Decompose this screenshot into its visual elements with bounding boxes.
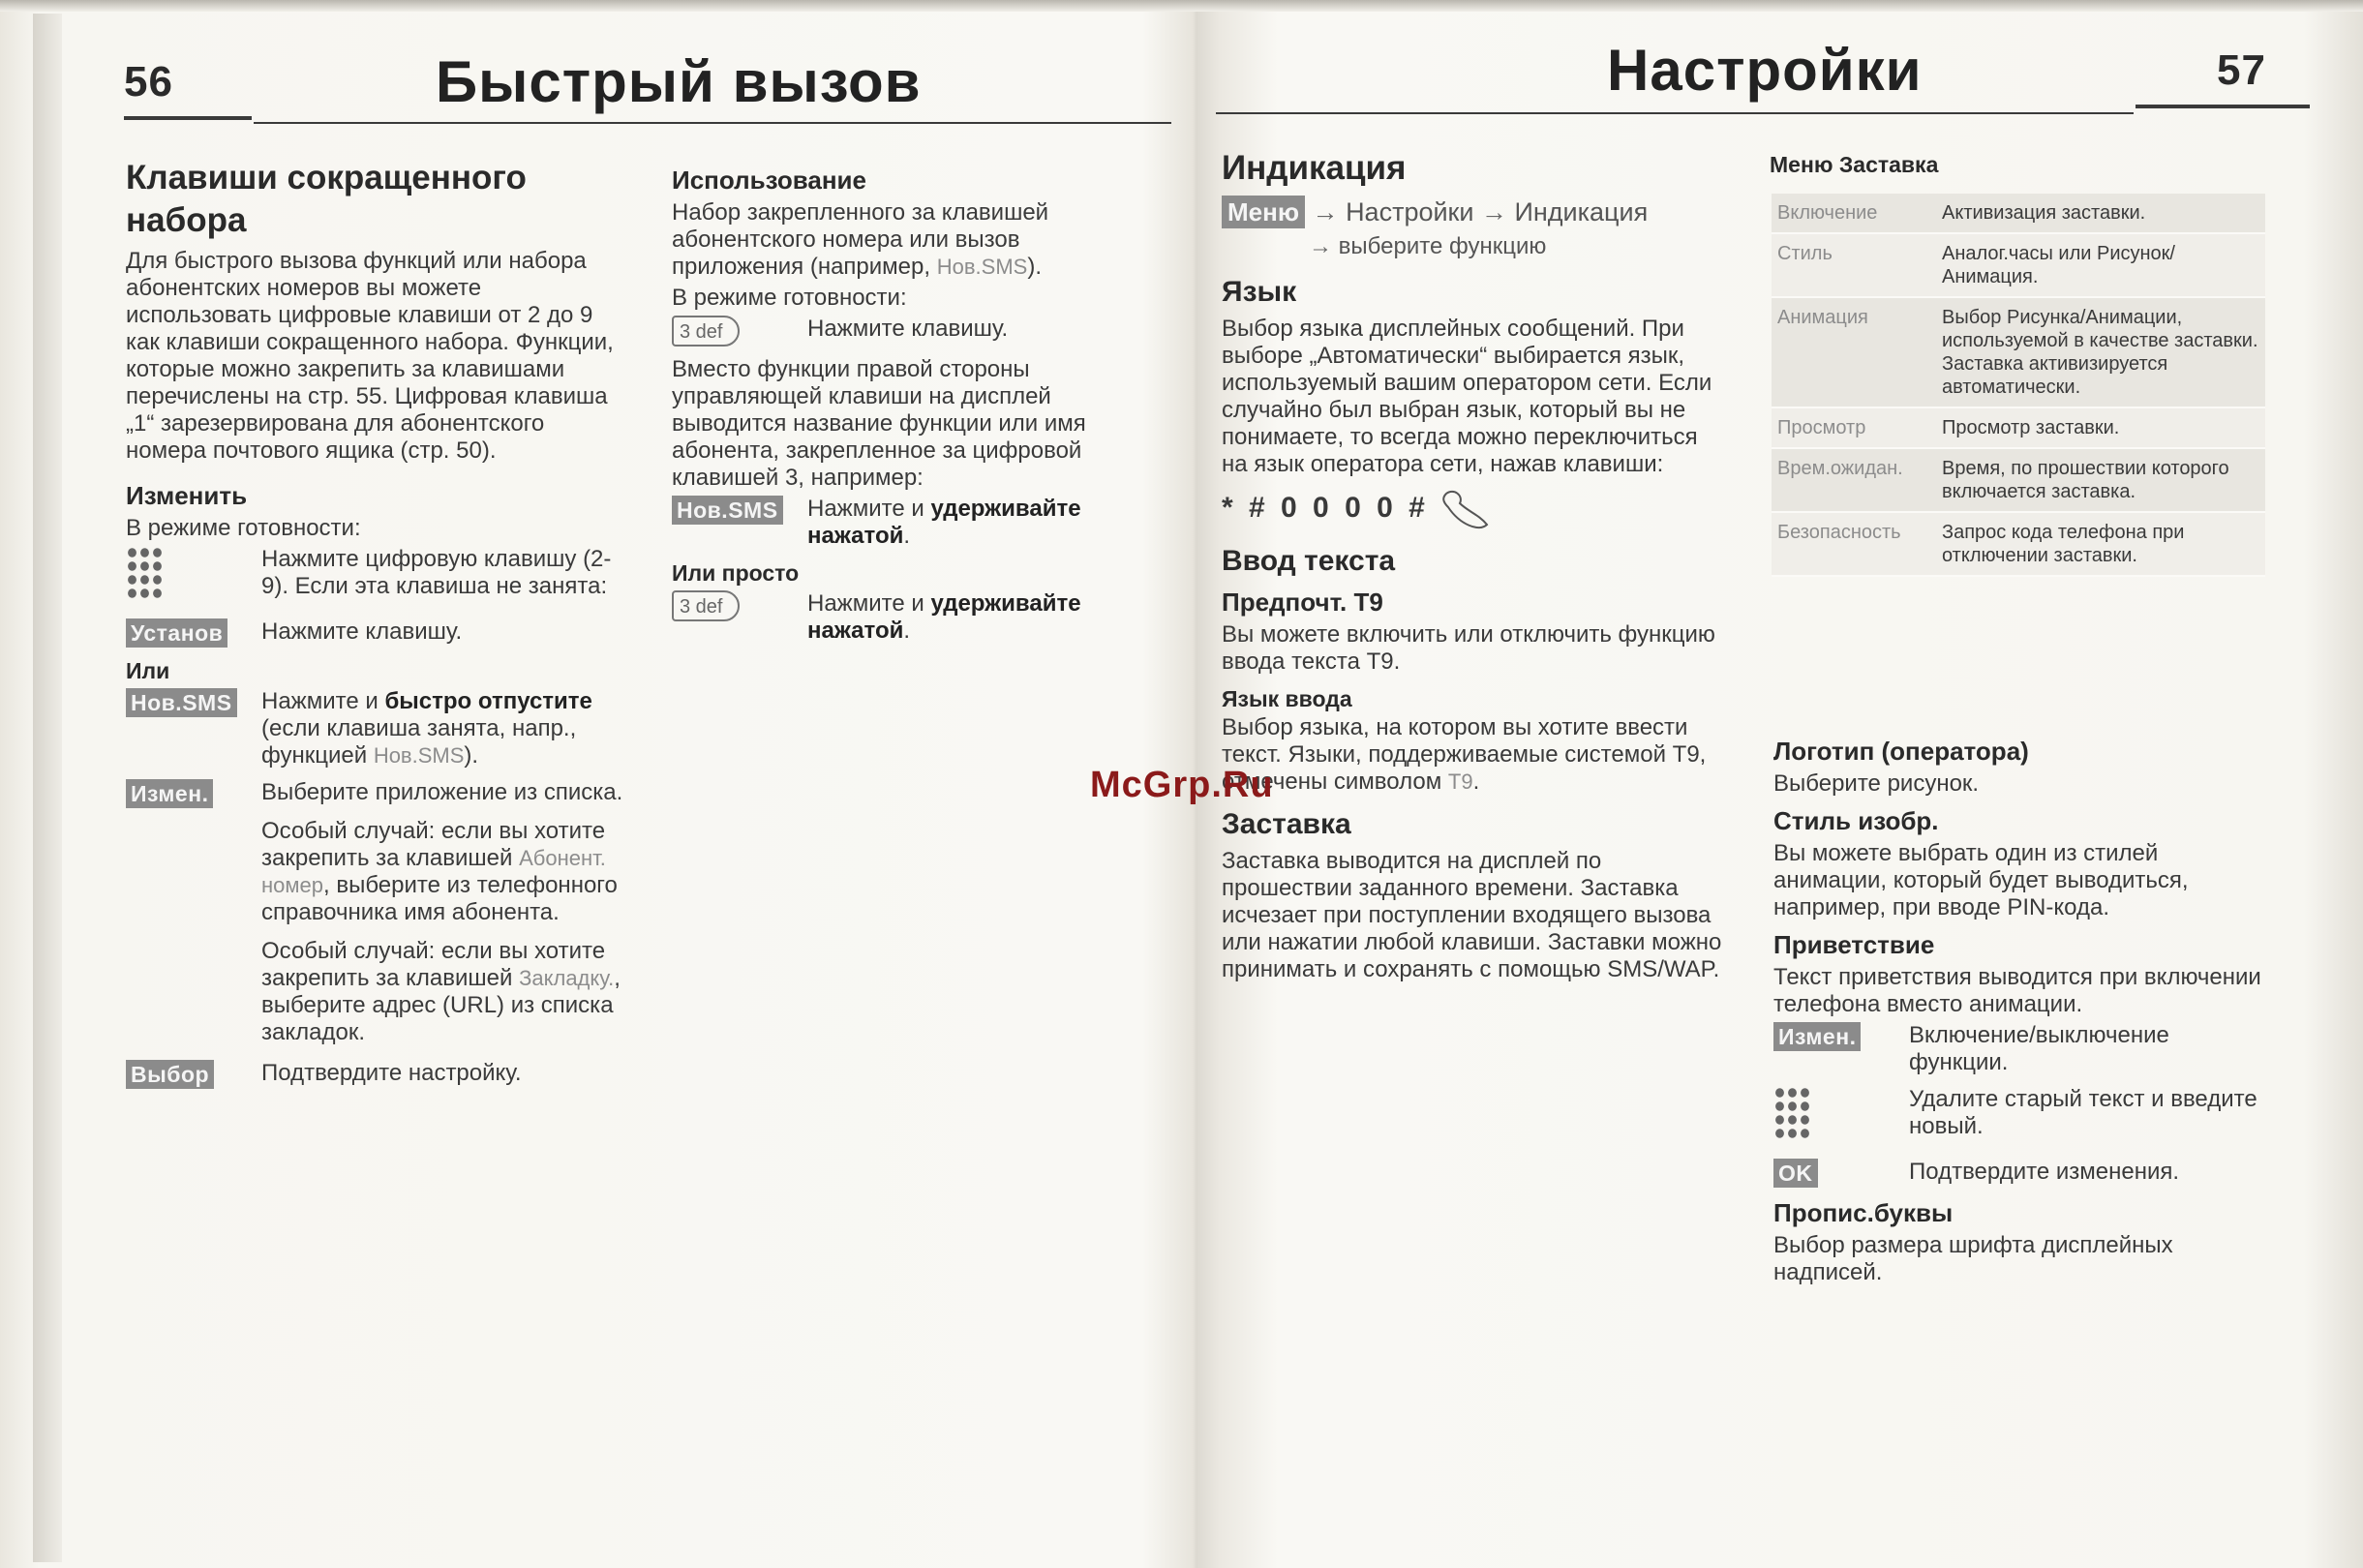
table-row xyxy=(1772,234,2265,298)
path-indication: Индикация xyxy=(1514,197,1649,226)
keypad-icon xyxy=(126,546,165,602)
key-3-icon[interactable]: 3 def xyxy=(672,316,740,347)
menu-value: Активизация заставки. xyxy=(1942,202,2146,224)
menu-key: Стиль xyxy=(1777,243,1833,264)
right-col-2-bottom xyxy=(1773,728,2267,1290)
standby-text: В режиме готовности: xyxy=(126,515,361,541)
special2-a: Особый случай: если вы хотите закрепить за клавишей xyxy=(261,938,606,991)
usage-standby: В режиме готовности: xyxy=(672,285,907,311)
table-row xyxy=(1772,194,2265,234)
screensaver-heading: Заставка xyxy=(1222,808,1351,840)
menu-value: Аналог.часы или Рисунок/ Анимация. xyxy=(1942,243,2175,287)
path-select-line xyxy=(1222,233,1546,259)
ok-softkey[interactable]: OK xyxy=(1773,1159,1818,1188)
greeting-ok-step: Подтвердите изменения. xyxy=(1909,1159,2180,1185)
title-line-2: набора xyxy=(126,201,247,239)
logo-heading: Логотип (оператора) xyxy=(1773,737,2029,766)
step-newsms-b: быстро отпустите xyxy=(384,688,592,714)
top-shadow xyxy=(0,0,2363,12)
page-edge xyxy=(33,14,62,1562)
style-heading: Стиль изобр. xyxy=(1773,806,1939,835)
language-heading: Язык xyxy=(1222,276,1297,308)
path-settings: Настройки xyxy=(1346,197,1474,226)
screensaver-menu-heading: Меню Заставка xyxy=(1770,152,1939,177)
style-text: Вы можете выбрать один из стилей анимации, который будет выводиться, например, при вводе PIN-кода. xyxy=(1773,840,2189,920)
caps-text: Выбор размера шрифта дисплейных надписей. xyxy=(1773,1232,2173,1285)
step-newsms-soft: Нов.SMS xyxy=(373,743,465,768)
hold-b: удерживайте нажатой xyxy=(807,496,1081,549)
special2-soft: Закладку. xyxy=(519,966,615,990)
watermark: McGrp.Ru xyxy=(1090,765,1274,805)
table-row xyxy=(1772,408,2265,449)
menu-value: Выбор Рисунка/Анимации, используемой в качестве заставки. Заставка активизируется автоматически. xyxy=(1942,307,2258,398)
special-case-1 xyxy=(261,818,629,926)
greeting-delete-row xyxy=(1773,1086,2267,1149)
indication-title: Индикация xyxy=(1222,149,1407,187)
menu-value: Запрос кода телефона при отключении заставки. xyxy=(1942,522,2185,566)
arrow-icon: → xyxy=(1309,233,1332,259)
page-number-right: 57 xyxy=(2217,46,2266,94)
section-title-speed-dial xyxy=(126,157,629,242)
step-newsms-d: ). xyxy=(464,742,479,769)
table-row xyxy=(1772,298,2265,408)
t9-text: Вы можете включить или отключить функцию ввода текста Т9. xyxy=(1222,621,1715,675)
call-key-icon xyxy=(1440,486,1493,532)
page-header-left: Быстрый вызов xyxy=(436,49,922,114)
greeting-delete-step: Удалите старый текст и введите новый. xyxy=(1909,1086,2257,1139)
hold-a: Нажмите и xyxy=(807,496,924,522)
arrow-icon: → xyxy=(1312,197,1339,226)
code-text: * # 0 0 0 0 # xyxy=(1222,491,1429,524)
menu-key: Включение xyxy=(1777,202,1878,224)
step-newsms xyxy=(261,688,629,769)
arrow-icon: → xyxy=(1480,197,1507,226)
greeting-ok-row xyxy=(1773,1159,2267,1188)
step-change-row xyxy=(126,779,629,1050)
input-lang-b: . xyxy=(1472,769,1480,795)
header-rule-right xyxy=(1216,112,2134,114)
keypad-icon-2 xyxy=(1773,1086,1812,1142)
special1-b: , выберите из телефонного справочника имя абонента. xyxy=(261,872,618,925)
header-rule-left-short xyxy=(124,116,252,120)
step-select: Подтвердите настройку. xyxy=(261,1060,522,1086)
usage-intro-a: Набор закрепленного за клавишей абонентского номера или вызов приложения (например, xyxy=(672,199,1049,280)
hold2-b: удерживайте нажатой xyxy=(807,590,1081,644)
caps-heading: Пропис.буквы xyxy=(1773,1198,1954,1227)
page-number-left: 56 xyxy=(124,58,173,106)
table-row xyxy=(1772,513,2265,577)
text-input-heading: Ввод текста xyxy=(1222,545,1396,577)
newsms-softkey-2[interactable]: Нов.SMS xyxy=(672,496,783,525)
menu-key: Безопасность xyxy=(1777,522,1901,543)
hold2-a: Нажмите и xyxy=(807,590,924,617)
usage-intro xyxy=(672,199,1156,281)
change-heading: Изменить xyxy=(126,481,248,510)
special1-soft: Абонент. номер xyxy=(261,846,606,897)
page-header-right: Настройки xyxy=(1607,38,1923,103)
press-key-row xyxy=(672,316,1156,347)
key-3-icon-2[interactable]: 3 def xyxy=(672,590,740,621)
step-select-row xyxy=(126,1060,629,1089)
newsms-softkey[interactable]: Нов.SMS xyxy=(126,688,237,717)
table-row xyxy=(1772,449,2265,513)
input-lang-soft: Т9 xyxy=(1447,769,1473,794)
greeting-change-step: Включение/выключение функции. xyxy=(1909,1022,2169,1075)
special-case-2 xyxy=(261,938,629,1046)
select-softkey[interactable]: Выбор xyxy=(126,1060,214,1089)
change-softkey-2[interactable]: Измен. xyxy=(1773,1022,1861,1051)
right-col-1 xyxy=(1222,147,1725,987)
language-text: Выбор языка дисплейных сообщений. При выборе „Автоматически“ выбирается язык, используемый вашим оператором сети. Если случайно был выбран язык, который вы не понимаете, то всегда можно переключиться на язык оператора сети, нажав клавиши: xyxy=(1222,316,1712,477)
reset-code xyxy=(1222,486,1725,532)
screensaver-menu-table xyxy=(1772,194,2265,577)
hold2-c: . xyxy=(903,618,911,644)
title-line-1: Клавиши сокращенного xyxy=(126,159,527,196)
usage-intro-b: ). xyxy=(1027,254,1042,280)
step-install-row xyxy=(126,618,629,648)
install-softkey[interactable]: Установ xyxy=(126,618,227,648)
hold2-step xyxy=(807,590,1156,645)
input-language-text xyxy=(1222,714,1725,796)
special2-b: , выберите адрес (URL) из списка закладок. xyxy=(261,965,621,1045)
press-key: Нажмите клавишу. xyxy=(807,316,1009,342)
special1-a: Особый случай: если вы хотите закрепить за клавишей xyxy=(261,818,606,871)
step-digit: Нажмите цифровую клавишу (2-9). Если эта клавиша не занята: xyxy=(261,546,612,599)
t9-heading: Предпочт. Т9 xyxy=(1222,588,1383,617)
usage-heading: Использование xyxy=(672,166,866,195)
hold2-row xyxy=(672,590,1156,645)
input-lang-a: Выбор языка, на котором вы хотите ввести текст. Языки, поддерживаемые системой Т9, отмечены символом xyxy=(1222,714,1707,795)
usage-intro-soft: Нов.SMS xyxy=(936,255,1028,279)
hold-step xyxy=(807,496,1156,550)
menu-key: Анимация xyxy=(1777,307,1868,328)
step-newsms-row xyxy=(126,688,629,769)
change-softkey[interactable]: Измен. xyxy=(126,779,213,808)
step-install: Нажмите клавишу. xyxy=(261,618,463,645)
step-digit-row xyxy=(126,546,629,609)
hold-c: . xyxy=(903,523,911,549)
or-label: Или xyxy=(126,658,170,683)
greeting-change-row xyxy=(1773,1022,2267,1076)
or-simply-label: Или просто xyxy=(672,560,800,586)
greeting-text: Текст приветствия выводится при включении телефона вместо анимации. xyxy=(1773,964,2261,1017)
hold-row xyxy=(672,496,1156,550)
step-change: Выберите приложение из списка. xyxy=(261,779,623,805)
header-rule-left xyxy=(254,122,1171,124)
path-select: выберите функцию xyxy=(1338,233,1547,259)
menu-value: Время, по прошествии которого включается заставка. xyxy=(1942,458,2229,502)
menu-value: Просмотр заставки. xyxy=(1942,417,2120,438)
step-newsms-a: Нажмите и xyxy=(261,688,379,714)
menu-key: Просмотр xyxy=(1777,417,1866,438)
left-col-2 xyxy=(672,157,1156,654)
left-col-1 xyxy=(126,157,629,1099)
step-newsms-c: (если клавиша занята, напр., функцией xyxy=(261,715,577,769)
screensaver-text: Заставка выводится на дисплей по прошествии заданного времени. Заставка исчезает при поступлении входящего вызова или нажатии любой клавиши. Заставки можно принимать и сохранять с помощью SMS/WAP. xyxy=(1222,848,1722,982)
intro-text: Для быстрого вызова функций или набора абонентских номеров вы можете использовать цифровые клавиши от 2 до 9 как клавиши сокращенного набора. Функции, которые можно закрепить за клавишами перечислены на стр. 55. Цифровая клавиша „1“ зарезервирована для абонентского номера почтового ящика (стр. 50). xyxy=(126,248,614,464)
greeting-heading: Приветствие xyxy=(1773,930,1935,959)
right-col-2-top xyxy=(1770,145,2273,180)
menu-softkey[interactable]: Меню xyxy=(1222,196,1305,228)
menu-path xyxy=(1222,196,1725,263)
header-rule-right-short xyxy=(2136,105,2310,108)
menu-key: Врем.ожидан. xyxy=(1777,458,1903,479)
input-language-heading: Язык ввода xyxy=(1222,686,1352,711)
logo-text: Выберите рисунок. xyxy=(1773,770,1980,797)
usage-para: Вместо функции правой стороны управляющей клавиши на дисплей выводится название функции или имя абонента, закрепленное за цифровой клавишей 3, например: xyxy=(672,356,1086,491)
